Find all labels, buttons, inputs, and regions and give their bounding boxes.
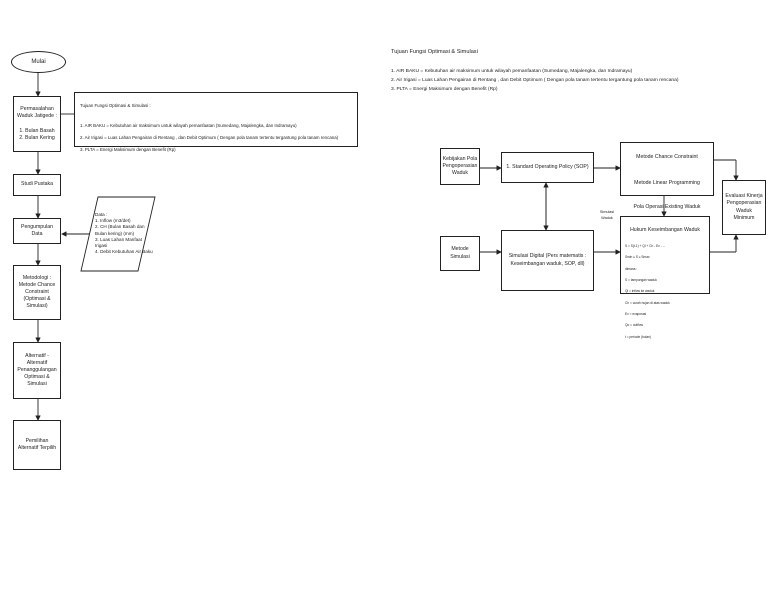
goal-box-left: [74, 92, 358, 152]
step-pengumpulan-data: Pengumpulan Data: [13, 218, 61, 244]
methods-box: [620, 142, 714, 211]
data-list: Data : 1. Inflow (m3/det) 2. CH (Bulan Basah dan Bulan kering) (mm) 3. Luas Lahan Manfaat Irigasi 4. Debit Kebutuhan Air Baku: [95, 212, 153, 255]
law-line: Smin ≤ S ≤ Smax: [625, 255, 650, 260]
evaluation-box: Evaluasi Kinerja Pengoperasian Waduk Minimum: [722, 180, 766, 235]
law-line: Ch = curah hujan di atas waduk: [625, 300, 670, 305]
law-line: Qo = outflow: [625, 323, 643, 328]
goal-item: 2. Air Irigasi = Luas Lahan Pengairan di Rentang , dan Debit Optimum ( Dengan pola tanam tertentu tergantung pola tanam rencana): [80, 134, 339, 140]
step-pemilihan: Pemilihan Alternatif Terpilih: [13, 420, 61, 470]
law-line: Ev = evaporasi: [625, 312, 647, 317]
right-goal-item: 3. PLTA = Energi Maksimum dengan Benefit (Rp): [391, 87, 498, 92]
right-goal-item: 1. AIR BAKU = Kebutuhan air maksimum untuk wilayah pemanfaatan (Sumedang, Majalengka, dan Indramayu): [391, 69, 633, 74]
law-line: S = tampungan waduk: [625, 278, 657, 283]
step-alternatif: Alternatif - Alternatif Penanggulangan Optimasi & Simulasi: [13, 342, 61, 399]
balance-law-box: [620, 216, 710, 339]
step-studi-pustaka: Studi Pustaka: [13, 174, 61, 196]
step-metodologi: Metodologi : Metode Chance Constraint (Optimasi & Simulasi): [13, 265, 61, 320]
step-permasalahan: Permasalahan Waduk Jatigede : 1. Bulan Basah 2. Bulan Kering: [13, 96, 61, 152]
law-line: S = S(t-1) + Ql + Ch - Ev - ...: [625, 244, 666, 249]
method-chance-constraint: Metode Chance Constraint: [636, 154, 698, 161]
goal-item: 3. PLTA = Energi Maksimum dengan Benefit (Rp): [80, 146, 176, 152]
law-line: dimana :: [625, 266, 638, 271]
start-terminal: Mulai: [11, 51, 66, 73]
right-goal-title: Tujuan Fungsi Optimasi & Simulasi: [391, 49, 478, 55]
sop-box: 1. Standard Operating Policy (SOP): [501, 152, 594, 183]
balance-law-title: Hukum Keseimbangan Waduk: [630, 227, 700, 234]
method-existing: Pola Operasi Existing Waduk: [633, 204, 701, 211]
law-line: t = periode (bulan): [625, 334, 651, 339]
policy-box: Kebijakan Pola Pengoperasian Waduk: [440, 148, 480, 185]
simulation-reservoir-label: Simulasi Waduk: [594, 206, 620, 225]
simulation-method-box: Metode Simulasi: [440, 236, 480, 271]
law-line: Ql = inflow ke waduk: [625, 289, 655, 294]
right-goal-item: 2. Air Irigasi = Luas Lahan Pengairan di Rentang , dan Debit Optimum ( Dengan pola tanam tertentu tergantung pola tanam rencana): [391, 78, 679, 83]
digital-simulation-box: Simulasi Digital (Pers matematis : Keseimbangan waduk, SOP, dll): [501, 230, 594, 291]
method-linear-programming: Metode Linear Programming: [634, 180, 700, 187]
goal-item: 1. AIR BAKU = Kebutuhan air maksimum untuk wilayah pemanfaatan (Sumedang, Majalengka, dan Indramayu): [80, 122, 297, 128]
goal-box-title: Tujuan Fungsi Optimasi & Simulasi :: [80, 102, 151, 108]
